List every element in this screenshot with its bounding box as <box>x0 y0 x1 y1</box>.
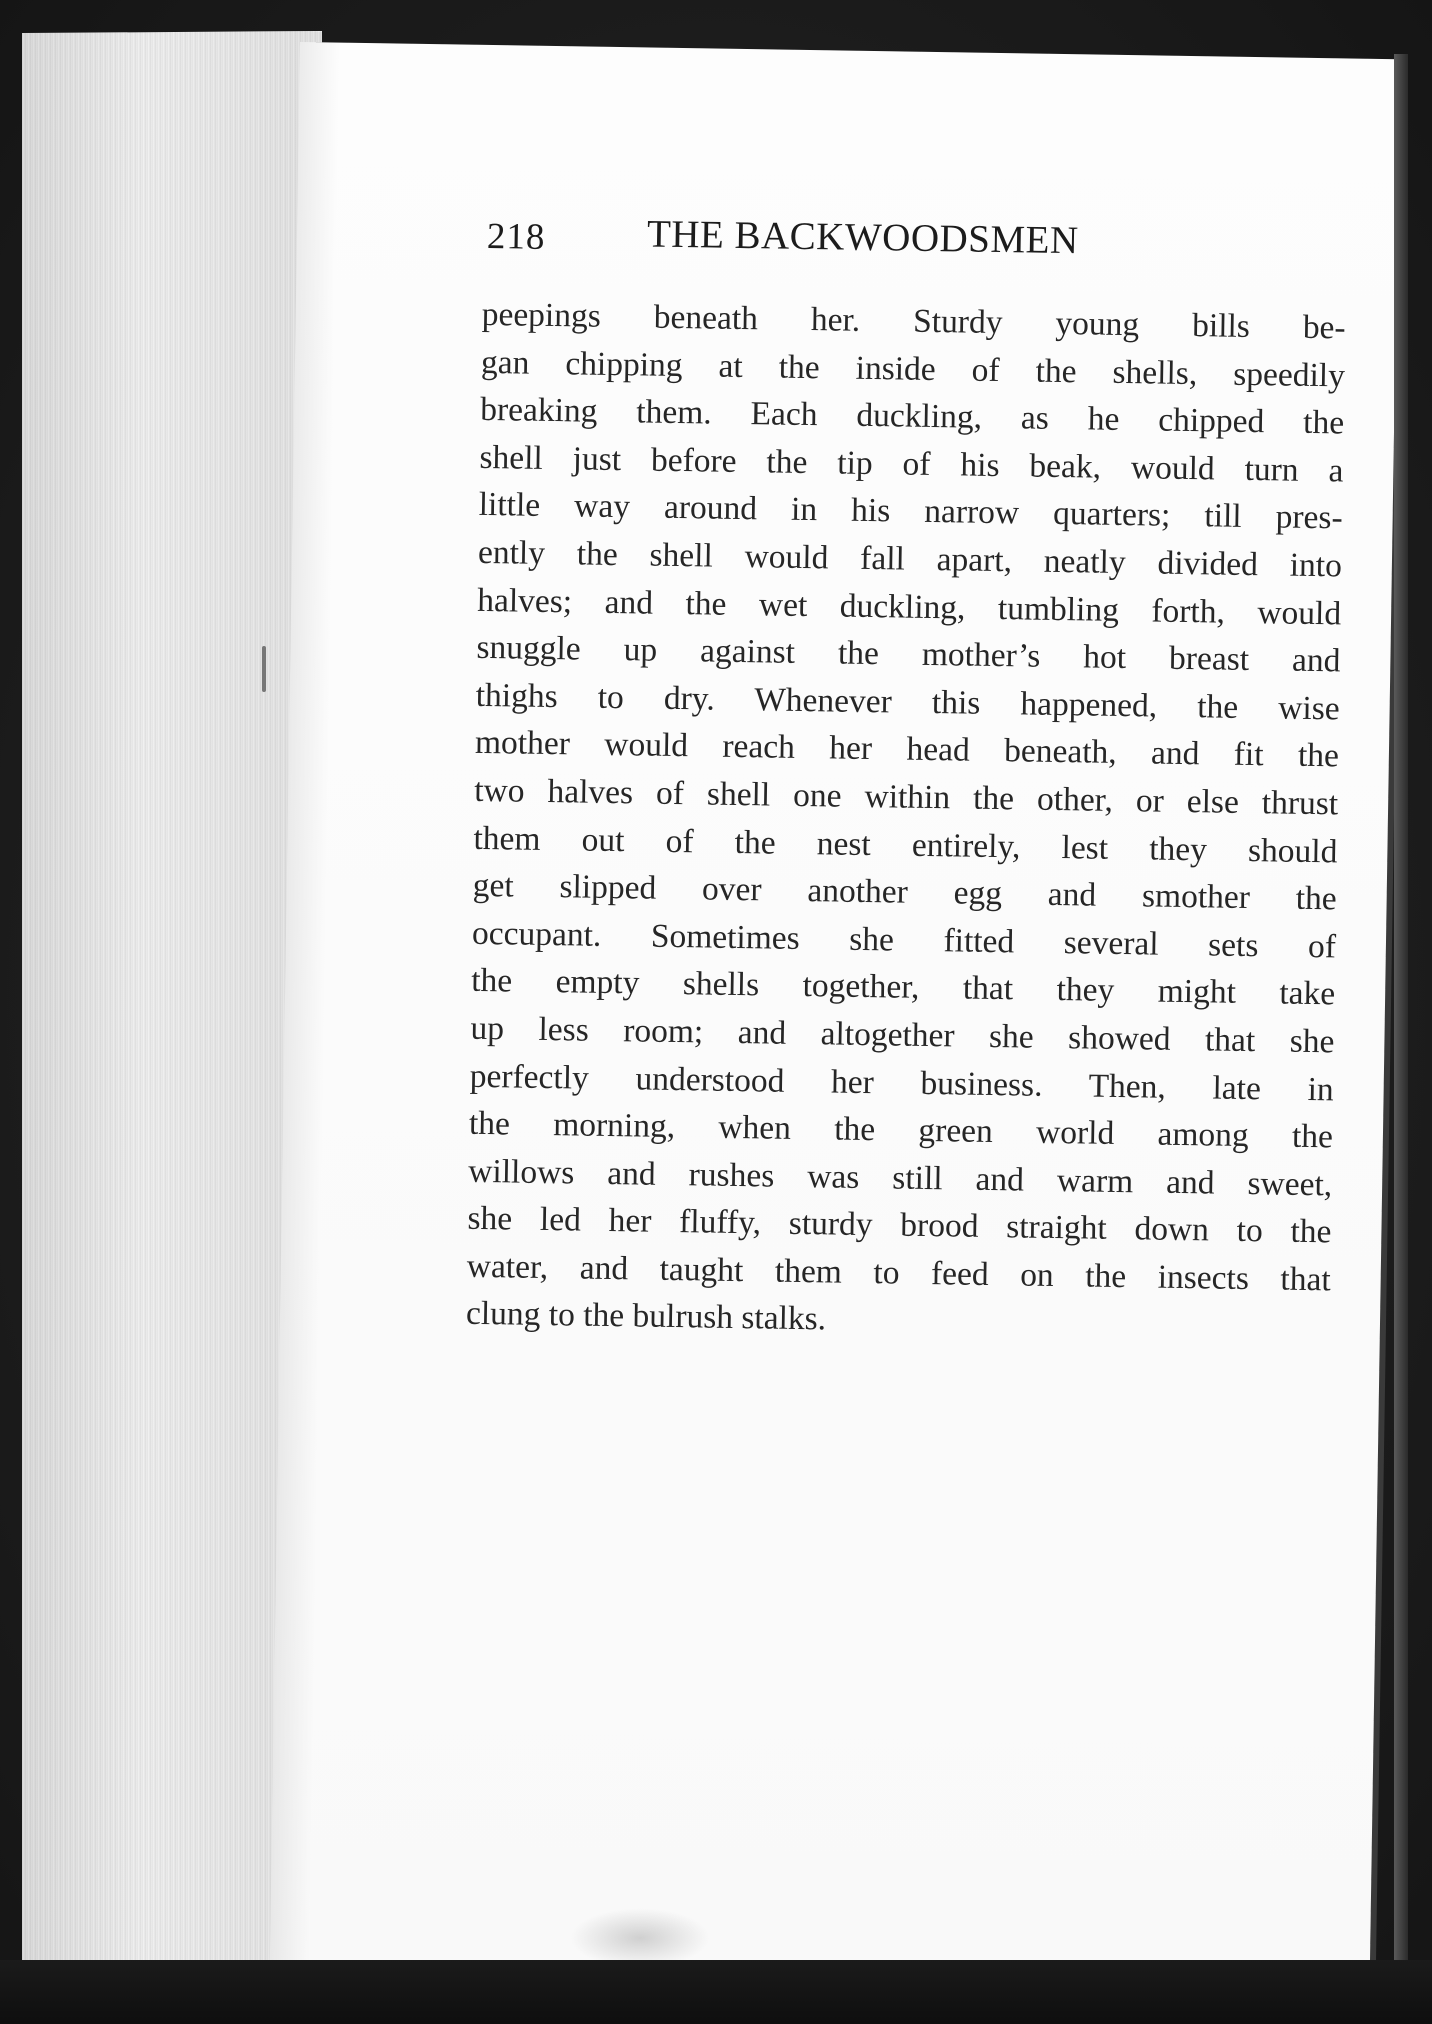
text-line: snuggle up against the mother’s hot breast and <box>476 629 1341 680</box>
text-line: perfectly understood her business. Then, late in <box>469 1057 1334 1108</box>
text-line: willows and rushes was still and warm and sweet, <box>467 1152 1333 1204</box>
text-line: occupant. Sometimes she fitted several sets of <box>471 914 1337 966</box>
book-page <box>270 42 1400 1984</box>
text-line: get slipped over another egg and smother the <box>472 866 1337 918</box>
page-header <box>486 209 1167 280</box>
body-text <box>466 291 1346 1352</box>
text-line: little way around in his narrow quarters; till pres- <box>478 486 1343 537</box>
text-line: water, and taught them to feed on the insects that <box>466 1247 1331 1299</box>
text-line: shell just before the tip of his beak, would turn a <box>479 438 1344 490</box>
text-line: mother would reach her head beneath, and fit the <box>474 724 1340 775</box>
text-line: thighs to dry. Whenever this happened, the wise <box>475 676 1340 728</box>
text-line: halves; and the wet duckling, tumbling forth, would <box>476 581 1342 632</box>
text-line: them out of the nest entirely, lest they should <box>473 819 1338 870</box>
text-line: breaking them. Each duckling, as he chipped the <box>479 391 1345 442</box>
text-line-last: clung to the bulrush stalks. <box>465 1295 827 1338</box>
page-right-edge <box>1394 54 1408 1974</box>
text-line: the morning, when the green world among the <box>468 1104 1334 1156</box>
text-line: ently the shell would fall apart, neatly divided into <box>477 533 1343 585</box>
scan-bottom-edge <box>0 1960 1432 2024</box>
scan-smudge <box>570 1908 710 1968</box>
text-line: the empty shells together, that they might take <box>470 962 1336 1013</box>
page-number: 218 <box>486 215 546 258</box>
scan-speck <box>262 646 266 692</box>
text-line: she led her fluffy, sturdy brood straight down to the <box>467 1200 1332 1251</box>
text-line: two halves of shell one within the other, or else thrust <box>473 771 1339 823</box>
text-line: gan chipping at the inside of the shells, speedily <box>480 343 1346 395</box>
running-head: THE BACKWOODSMEN <box>646 212 1079 263</box>
text-line: peepings beneath her. Sturdy young bills be- <box>481 295 1346 347</box>
text-line: up less room; and altogether she showed that she <box>470 1009 1335 1061</box>
